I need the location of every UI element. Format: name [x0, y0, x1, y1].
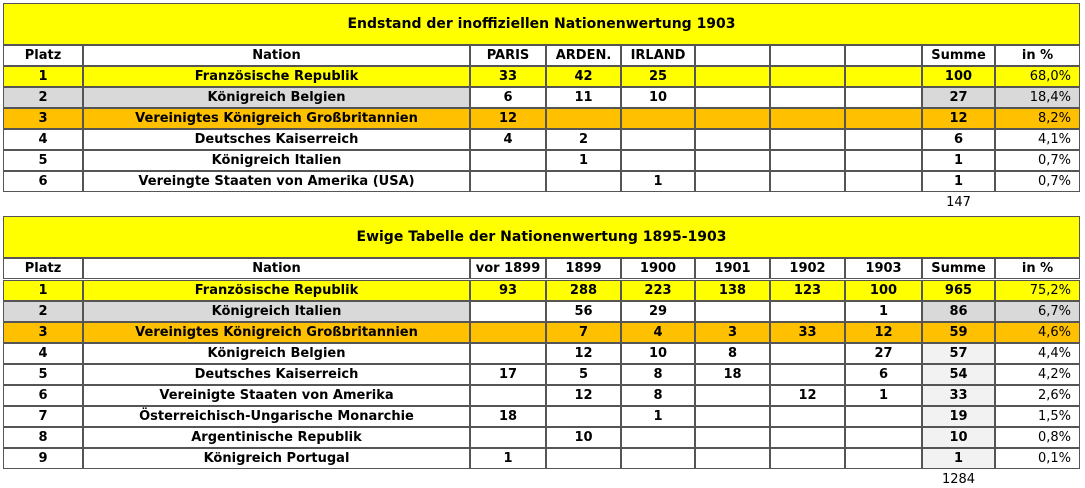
table2-row-9-c6	[845, 448, 922, 469]
table1-total: 147	[922, 193, 995, 211]
table2-header-summe: Summe	[922, 258, 995, 279]
table1-header-pct: in %	[995, 45, 1080, 66]
table1-row-6-c5	[770, 171, 845, 192]
table1-row-6-nation: Vereingte Staaten von Amerika (USA)	[83, 171, 470, 192]
table2-row-1-c4: 138	[695, 280, 770, 301]
table2-row-4-c3: 10	[621, 343, 695, 364]
table2-row-8-summe: 10	[922, 427, 995, 448]
table2-row-3-c3: 4	[621, 322, 695, 343]
table2-row-3-c4: 3	[695, 322, 770, 343]
table2-row-1-platz: 1	[3, 280, 83, 301]
table1-row-1-c5	[770, 66, 845, 87]
table2-row-1-c2: 288	[546, 280, 621, 301]
table2-row-8-c4	[695, 427, 770, 448]
table2-row-5-summe: 54	[922, 364, 995, 385]
table2-row-9-pct: 0,1%	[995, 448, 1080, 469]
table1-row-5-c6	[845, 150, 922, 171]
table1-row-1-platz: 1	[3, 66, 83, 87]
table2-row-2-c4	[695, 301, 770, 322]
table2-row-3-summe: 59	[922, 322, 995, 343]
table2-row-1-pct: 75,2%	[995, 280, 1080, 301]
table2-row-5-c5	[770, 364, 845, 385]
table2-row-7-c6	[845, 406, 922, 427]
table1-row-2-c3: 10	[621, 87, 695, 108]
table2-row-4-platz: 4	[3, 343, 83, 364]
table2-row-9-platz: 9	[3, 448, 83, 469]
table1-header-c6	[845, 45, 922, 66]
table2-header-c5: 1902	[770, 258, 845, 279]
table2-row-3-c6: 12	[845, 322, 922, 343]
table2-row-7-c4	[695, 406, 770, 427]
table1-header-nation: Nation	[83, 45, 470, 66]
table2-row-4-c1	[470, 343, 546, 364]
table2-row-2-platz: 2	[3, 301, 83, 322]
table1-row-4-c2: 2	[546, 129, 621, 150]
table2-row-1-nation: Französische Republik	[83, 280, 470, 301]
table2-row-3-nation: Vereinigtes Königreich Großbritannien	[83, 322, 470, 343]
table2-row-7-summe: 19	[922, 406, 995, 427]
table1-row-4-c6	[845, 129, 922, 150]
table1-row-4-platz: 4	[3, 129, 83, 150]
table2-row-4-c6: 27	[845, 343, 922, 364]
table2-row-4-c5	[770, 343, 845, 364]
table2-row-5-c4: 18	[695, 364, 770, 385]
table1-row-3-nation: Vereinigtes Königreich Großbritannien	[83, 108, 470, 129]
table1-row-6-c1	[470, 171, 546, 192]
table1-row-6-c4	[695, 171, 770, 192]
table2-row-1-summe: 965	[922, 280, 995, 301]
table2-row-6-pct: 2,6%	[995, 385, 1080, 406]
table1-row-3-c5	[770, 108, 845, 129]
table2-row-9-c5	[770, 448, 845, 469]
table2-row-1-c3: 223	[621, 280, 695, 301]
table2-row-4-c4: 8	[695, 343, 770, 364]
table2-row-4-summe: 57	[922, 343, 995, 364]
table2-row-9-c4	[695, 448, 770, 469]
table1-row-5-summe: 1	[922, 150, 995, 171]
table2-row-6-c1	[470, 385, 546, 406]
table2-title: Ewige Tabelle der Nationenwertung 1895-1903	[3, 216, 1080, 258]
table2-row-8-c6	[845, 427, 922, 448]
table2-row-5-pct: 4,2%	[995, 364, 1080, 385]
table1-row-2-platz: 2	[3, 87, 83, 108]
table2-row-2-pct: 6,7%	[995, 301, 1080, 322]
table2-row-9-c1: 1	[470, 448, 546, 469]
table2-row-9-c2	[546, 448, 621, 469]
table2-row-7-pct: 1,5%	[995, 406, 1080, 427]
table1-title: Endstand der inoffiziellen Nationenwertung 1903	[3, 3, 1080, 45]
table2-row-8-platz: 8	[3, 427, 83, 448]
table2-header-pct: in %	[995, 258, 1080, 279]
table1-row-6-c6	[845, 171, 922, 192]
table1-row-5-platz: 5	[3, 150, 83, 171]
table1-row-4-c4	[695, 129, 770, 150]
table1-row-1-c6	[845, 66, 922, 87]
table2-header-c6: 1903	[845, 258, 922, 279]
table2-row-6-c5: 12	[770, 385, 845, 406]
table1-row-5-c1	[470, 150, 546, 171]
table1-row-1-pct: 68,0%	[995, 66, 1080, 87]
table2-row-7-nation: Österreichisch-Ungarische Monarchie	[83, 406, 470, 427]
table2-row-9-c3	[621, 448, 695, 469]
table1-row-1-c2: 42	[546, 66, 621, 87]
table2-row-9-nation: Königreich Portugal	[83, 448, 470, 469]
table2-header-c2: 1899	[546, 258, 621, 279]
table1-row-1-c1: 33	[470, 66, 546, 87]
table2-row-8-c5	[770, 427, 845, 448]
table2-row-8-c1	[470, 427, 546, 448]
table1-row-1-c4	[695, 66, 770, 87]
table1-row-3-c3	[621, 108, 695, 129]
table2-header-c3: 1900	[621, 258, 695, 279]
table2-row-7-c5	[770, 406, 845, 427]
table2-row-3-c1	[470, 322, 546, 343]
table2-row-2-summe: 86	[922, 301, 995, 322]
table1-row-2-c5	[770, 87, 845, 108]
table1-row-5-nation: Königreich Italien	[83, 150, 470, 171]
table2-row-8-c3	[621, 427, 695, 448]
table2-row-3-c2: 7	[546, 322, 621, 343]
table1-row-6-summe: 1	[922, 171, 995, 192]
table1-row-4-nation: Deutsches Kaiserreich	[83, 129, 470, 150]
table1-row-2-nation: Königreich Belgien	[83, 87, 470, 108]
table2-header-c4: 1901	[695, 258, 770, 279]
table1-row-1-c3: 25	[621, 66, 695, 87]
table1-row-2-c1: 6	[470, 87, 546, 108]
table1-row-4-summe: 6	[922, 129, 995, 150]
table2-row-7-c2	[546, 406, 621, 427]
table1-header-platz: Platz	[3, 45, 83, 66]
table1-row-4-c3	[621, 129, 695, 150]
table1-header-c5	[770, 45, 845, 66]
table2-row-6-summe: 33	[922, 385, 995, 406]
table1-row-3-c4	[695, 108, 770, 129]
table2-row-6-c2: 12	[546, 385, 621, 406]
table2-total: 1284	[922, 470, 995, 488]
table2-row-2-c2: 56	[546, 301, 621, 322]
table1-header-c2: ARDEN.	[546, 45, 621, 66]
table2-row-2-nation: Königreich Italien	[83, 301, 470, 322]
table2-row-8-nation: Argentinische Republik	[83, 427, 470, 448]
table2-row-2-c1	[470, 301, 546, 322]
table2-row-1-c1: 93	[470, 280, 546, 301]
table2-row-1-c5: 123	[770, 280, 845, 301]
table1-row-2-summe: 27	[922, 87, 995, 108]
table1-row-3-summe: 12	[922, 108, 995, 129]
table2-row-4-c2: 12	[546, 343, 621, 364]
table2-row-6-c6: 1	[845, 385, 922, 406]
table2-row-3-platz: 3	[3, 322, 83, 343]
table2-row-5-platz: 5	[3, 364, 83, 385]
table1-row-5-c2: 1	[546, 150, 621, 171]
table2-row-7-c3: 1	[621, 406, 695, 427]
table1-row-6-pct: 0,7%	[995, 171, 1080, 192]
table2-row-9-summe: 1	[922, 448, 995, 469]
table2-row-1-c6: 100	[845, 280, 922, 301]
table2-row-6-c4	[695, 385, 770, 406]
table1-row-2-pct: 18,4%	[995, 87, 1080, 108]
table1-row-3-c1: 12	[470, 108, 546, 129]
table1-row-4-c5	[770, 129, 845, 150]
table2-row-8-pct: 0,8%	[995, 427, 1080, 448]
table1-row-1-summe: 100	[922, 66, 995, 87]
table1-row-6-platz: 6	[3, 171, 83, 192]
table2-row-6-c3: 8	[621, 385, 695, 406]
table2-row-3-pct: 4,6%	[995, 322, 1080, 343]
table1-row-5-pct: 0,7%	[995, 150, 1080, 171]
table2-row-3-c5: 33	[770, 322, 845, 343]
table2-header-c1: vor 1899	[470, 258, 546, 279]
table1-row-4-c1: 4	[470, 129, 546, 150]
table2-header-nation: Nation	[83, 258, 470, 279]
table2-row-7-platz: 7	[3, 406, 83, 427]
table1-header-c1: PARIS	[470, 45, 546, 66]
table2-row-4-nation: Königreich Belgien	[83, 343, 470, 364]
table2-row-8-c2: 10	[546, 427, 621, 448]
table1-row-3-c6	[845, 108, 922, 129]
table1-row-5-c4	[695, 150, 770, 171]
table1-row-6-c2	[546, 171, 621, 192]
table1-header-summe: Summe	[922, 45, 995, 66]
table1-row-5-c5	[770, 150, 845, 171]
table2-row-5-c3: 8	[621, 364, 695, 385]
table1-row-2-c2: 11	[546, 87, 621, 108]
table2-row-2-c5	[770, 301, 845, 322]
table2-row-6-platz: 6	[3, 385, 83, 406]
table2-row-4-pct: 4,4%	[995, 343, 1080, 364]
table1-row-2-c6	[845, 87, 922, 108]
table2-row-7-c1: 18	[470, 406, 546, 427]
table1-row-3-c2	[546, 108, 621, 129]
table2-row-5-c2: 5	[546, 364, 621, 385]
table2-row-5-nation: Deutsches Kaiserreich	[83, 364, 470, 385]
table1-row-3-pct: 8,2%	[995, 108, 1080, 129]
table1-row-2-c4	[695, 87, 770, 108]
table1-row-6-c3: 1	[621, 171, 695, 192]
table1-row-3-platz: 3	[3, 108, 83, 129]
table1-row-4-pct: 4,1%	[995, 129, 1080, 150]
table2-row-5-c6: 6	[845, 364, 922, 385]
table2-header-platz: Platz	[3, 258, 83, 279]
table1-row-1-nation: Französische Republik	[83, 66, 470, 87]
table1-header-c4	[695, 45, 770, 66]
table2-row-5-c1: 17	[470, 364, 546, 385]
table1-header-c3: IRLAND	[621, 45, 695, 66]
table1-row-5-c3	[621, 150, 695, 171]
table2-row-2-c6: 1	[845, 301, 922, 322]
table2-row-6-nation: Vereinigte Staaten von Amerika	[83, 385, 470, 406]
table2-row-2-c3: 29	[621, 301, 695, 322]
